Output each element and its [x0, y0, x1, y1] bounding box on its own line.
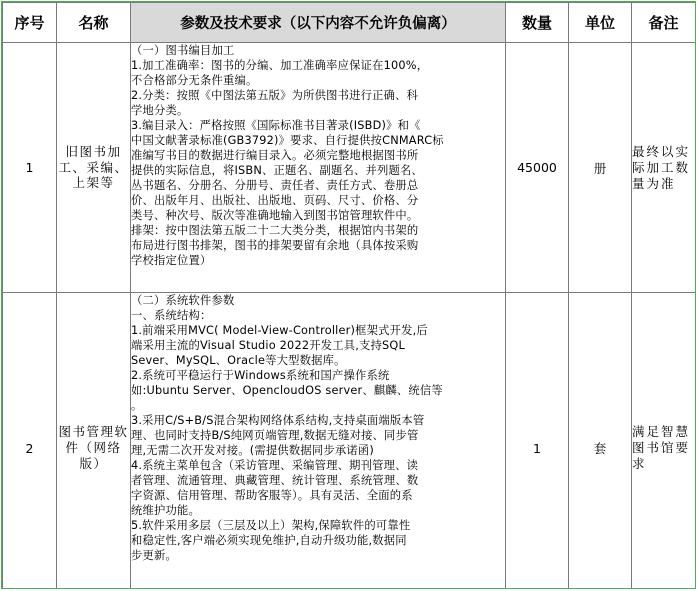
row-no: 1 [3, 43, 57, 293]
spec-line: 3.采用C/S+B/S混合架构网络体系结构,支持桌面端版本管 [131, 414, 425, 427]
row-unit: 册 [569, 43, 632, 293]
row-name: 图书管理软件（网络版） [57, 293, 131, 590]
spec-line: （一）图书编目加工 [131, 44, 235, 57]
spec-line: 字资源、信用管理、帮助客服等）。具有灵活、全面的系 [131, 489, 413, 502]
spec-line: 理、也同时支持B/S纯网页端管理,数据无缝对接、同步管 [131, 429, 419, 442]
spec-line: （二）系统软件参数 [131, 294, 235, 307]
spec-line: 一、系统结构： [131, 309, 212, 322]
spec-line: 步更新。 [131, 549, 177, 562]
spec-line: 价、出版年月、出版社、出版地、页码、尺寸、价格、分 [131, 194, 419, 207]
spec-line: 统维护功能。 [131, 504, 200, 517]
spec-line: 排架：按中图法第五版二十二大类分类，根据馆内书架的 [131, 224, 419, 237]
spec-line: 理,无需二次开发对接。(需提供数据同步承诺函) [131, 444, 374, 457]
row-no: 2 [3, 293, 57, 590]
spec-line: 2.分类：按照《中图法第五版》为所供图书进行正确、科 [131, 89, 419, 102]
spec-line: 准编写书目的数据进行编目录入。必须完整地根据图书所 [131, 149, 419, 162]
spec-line: 类号、种次号、版次等准确地输入到图书馆管理软件中。 [131, 209, 419, 222]
spec-line: 者管理、流通管理、典藏管理、统计管理、系统管理、数 [131, 474, 419, 487]
spec-line: Sever、MySQL、Oracle等大型数据库。 [131, 354, 346, 367]
row-qty: 45000 [506, 43, 569, 293]
procurement-spec-table-frame [1, 1, 696, 589]
spec-line: 学地分类。 [131, 104, 189, 117]
row-qty: 1 [506, 293, 569, 590]
row-spec [131, 293, 506, 590]
spec-line: 中国文献著录标准(GB3792)》要求、自行提供按CNMARC标 [131, 134, 444, 147]
table-row [3, 293, 696, 590]
header-note: 备注 [632, 3, 696, 43]
row-note: 满足智慧图书馆要求 [632, 293, 696, 590]
spec-line: 如:Ubuntu Server、OpencloudOS server、麒麟、统信等 [131, 384, 443, 397]
header-no: 序号 [3, 3, 57, 43]
header-name: 名称 [57, 3, 131, 43]
spec-line: 1.前端采用MVC( Model-View-Controller)框架式开发,后 [131, 324, 428, 337]
spec-line: 5.软件采用多层（三层及以上）架构,保障软件的可靠性 [131, 519, 411, 532]
spec-line: 和稳定性,客户端必须实现免维护,自动升级功能,数据同 [131, 534, 407, 547]
spec-line: 3.编目录入：严格按照《国际标准书目著录(ISBD)》和《 [131, 119, 421, 132]
table-row [3, 43, 696, 293]
header-qty: 数量 [506, 3, 569, 43]
spec-line: 布局进行图书排架，图书的排架要留有余地（具体按采购 [131, 239, 419, 252]
row-note: 最终以实际加工数量为准 [632, 43, 696, 293]
header-spec: 参数及技术要求（以下内容不允许负偏离） [131, 3, 506, 43]
spec-line: 不合格部分无条件重编。 [131, 74, 258, 87]
row-unit: 套 [569, 293, 632, 590]
row-name: 旧图书加工、采编、上架等 [57, 43, 131, 293]
spec-line: 。 [131, 399, 143, 412]
spec-line: 2.系统可平稳运行于Windows系统和国产操作系统 [131, 369, 390, 382]
row-spec [131, 43, 506, 293]
spec-line: 1.加工准确率：图书的分编、加工准确率应保证在100%， [131, 59, 429, 72]
table-header-row [3, 3, 696, 43]
spec-line: 学校指定位置） [131, 254, 212, 267]
spec-line: 丛书题名、分册名、分册号、责任者、责任方式、卷册总 [131, 179, 419, 192]
spec-line: 4.系统主菜单包含（采访管理、采编管理、期刊管理、读 [131, 459, 419, 472]
procurement-spec-table [2, 2, 696, 589]
spec-line: 端采用主流的Visual Studio 2022开发工具,支持SQL [131, 339, 405, 352]
header-unit: 单位 [569, 3, 632, 43]
spec-line: 提供的实际信息，将ISBN、正题名、副题名、并列题名、 [131, 164, 423, 177]
